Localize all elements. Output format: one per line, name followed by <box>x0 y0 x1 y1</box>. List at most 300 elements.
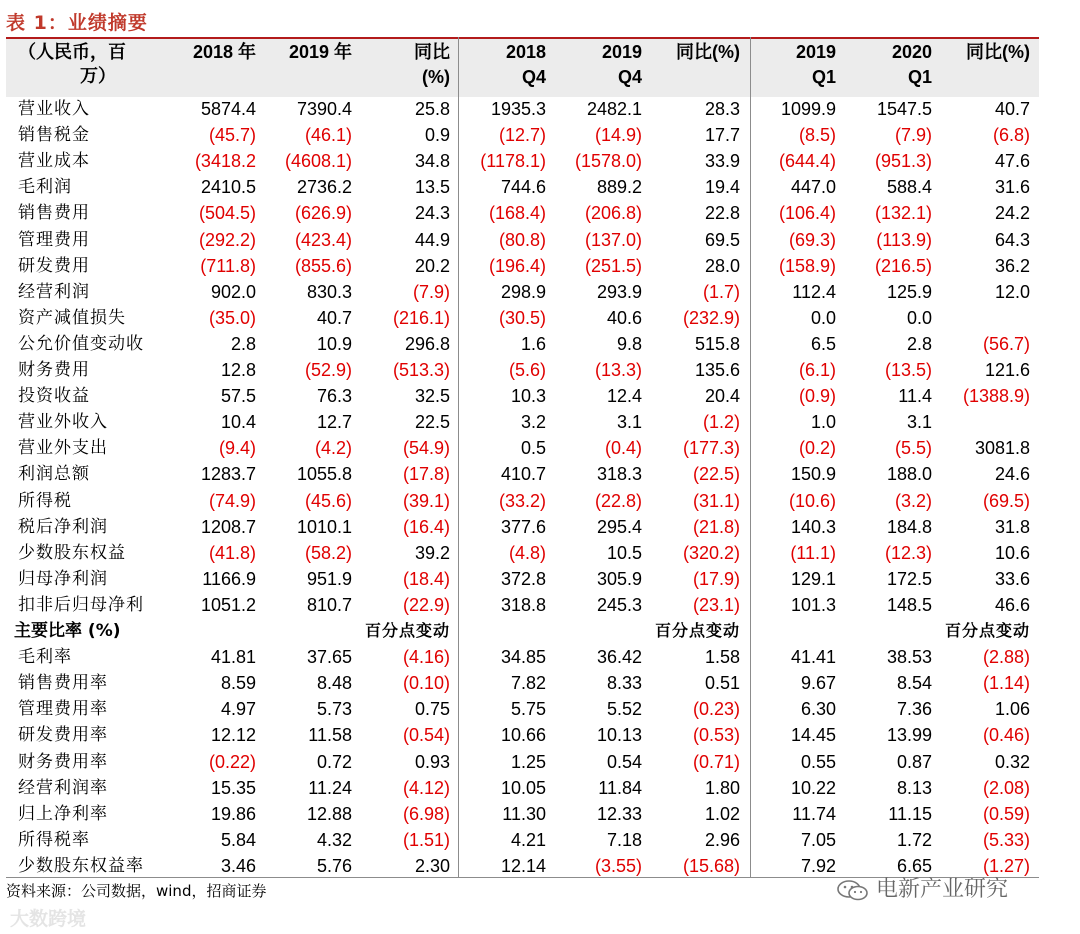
table-cell: (69.3) <box>788 229 836 250</box>
table-cell: (10.6) <box>788 490 836 511</box>
table-cell: 150.9 <box>790 464 836 485</box>
table-cell: 184.8 <box>886 516 932 537</box>
row-label: 扣非后归母净利 <box>18 594 144 615</box>
table-cell: 2.30 <box>414 855 450 876</box>
table-cell: 22.5 <box>414 412 450 433</box>
table-cell: (6.98) <box>402 803 450 824</box>
table-cell: 36.2 <box>994 255 1030 276</box>
table-cell: 12.14 <box>500 855 546 876</box>
table-cell: 298.9 <box>500 281 546 302</box>
table-cell: 11.4 <box>898 386 932 407</box>
table-row <box>0 148 1080 174</box>
table-cell: (0.10) <box>402 673 450 694</box>
table-row <box>0 253 1080 279</box>
table-cell: (45.6) <box>304 490 352 511</box>
row-label: 财务费用 <box>18 360 90 380</box>
row-label: 销售费用率 <box>18 673 108 694</box>
table-row <box>0 409 1080 435</box>
table-cell: 3.1 <box>906 412 932 433</box>
table-row <box>0 122 1080 148</box>
table-cell: (5.5) <box>894 438 932 459</box>
table-cell: (196.4) <box>488 255 546 276</box>
table-cell: (113.9) <box>876 229 932 250</box>
table-cell: 25.8 <box>414 99 450 119</box>
table-cell: 33.6 <box>994 568 1030 589</box>
table-cell: 447.0 <box>790 177 836 198</box>
row-label: 归上净利率 <box>18 803 108 824</box>
table-cell: 9.8 <box>616 333 642 354</box>
table-cell: 28.3 <box>704 99 740 119</box>
table-cell: 1547.5 <box>876 99 932 119</box>
table-cell: 1.72 <box>896 829 932 850</box>
table-cell: (16.4) <box>402 516 450 537</box>
table-cell: 1099.9 <box>780 99 836 119</box>
table-cell: 19.4 <box>704 177 740 198</box>
table-cell: 41.41 <box>790 647 836 668</box>
table-cell: (54.9) <box>402 438 450 459</box>
table-cell: (626.9) <box>294 203 352 224</box>
table-cell: 5.52 <box>606 699 642 720</box>
table-cell: (0.4) <box>604 438 642 459</box>
table-cell: (35.0) <box>208 307 256 328</box>
table-cell: 40.7 <box>994 99 1030 119</box>
table-cell: 46.6 <box>994 594 1030 615</box>
row-label: 研发费用率 <box>18 725 108 746</box>
row-label: 主要比率 (%) <box>14 621 121 641</box>
table-cell: 1.06 <box>994 699 1030 720</box>
table-row <box>0 722 1080 748</box>
row-label: 经营利润 <box>18 281 90 302</box>
table-cell: 10.13 <box>596 725 642 746</box>
table-cell: 6.5 <box>810 333 836 354</box>
table-cell: (4.8) <box>508 542 546 563</box>
row-label: 研发费用 <box>18 255 90 276</box>
table-cell: 1.0 <box>810 412 836 433</box>
row-label: 所得税率 <box>18 829 90 850</box>
table-cell: 1055.8 <box>296 464 352 485</box>
table-cell: 101.3 <box>790 594 836 615</box>
table-cell: (855.6) <box>294 255 352 276</box>
row-label: 营业外支出 <box>18 438 108 459</box>
table-cell: 40.6 <box>606 307 642 328</box>
table-row <box>0 775 1080 801</box>
table-cell: (1388.9) <box>962 386 1030 407</box>
table-cell: 4.32 <box>316 829 352 850</box>
table-cell: (177.3) <box>682 438 740 459</box>
table-cell: 172.5 <box>886 568 932 589</box>
table-cell: 372.8 <box>500 568 546 589</box>
table-cell: 0.72 <box>316 751 352 772</box>
section-header-row <box>0 618 1080 644</box>
table-cell: (3.2) <box>894 490 932 511</box>
table-cell: (0.71) <box>692 751 740 772</box>
row-label: 经营利润率 <box>18 777 108 798</box>
table-cell: (22.5) <box>692 464 740 485</box>
row-label: 公允价值变动收 <box>18 333 144 354</box>
table-cell: 810.7 <box>306 594 352 615</box>
header-col-2018: 2018 年 <box>192 42 256 62</box>
table-cell: 830.3 <box>306 281 352 302</box>
table-cell: 31.6 <box>994 177 1030 198</box>
row-label: 毛利率 <box>18 647 72 668</box>
table-cell: (6.8) <box>992 125 1030 146</box>
table-cell: (4.12) <box>402 777 450 798</box>
table-cell: 24.2 <box>994 203 1030 224</box>
table-cell: 1208.7 <box>200 516 256 537</box>
table-cell: (711.8) <box>200 255 256 276</box>
table-cell: (39.1) <box>402 490 450 511</box>
table-cell: 951.9 <box>306 568 352 589</box>
table-cell: 10.05 <box>500 777 546 798</box>
table-cell: (74.9) <box>208 490 256 511</box>
table-cell: 2482.1 <box>586 99 642 119</box>
table-cell: (0.2) <box>798 438 836 459</box>
table-cell: 47.6 <box>994 151 1030 172</box>
table-cell: (69.5) <box>982 490 1030 511</box>
table-cell: 11.84 <box>598 777 642 798</box>
table-cell: 12.4 <box>606 386 642 407</box>
table-row <box>0 827 1080 853</box>
table-cell: 1.6 <box>520 333 546 354</box>
table-cell: (232.9) <box>682 307 740 328</box>
table-cell: (1.2) <box>702 412 740 433</box>
table-cell: 125.9 <box>886 281 932 302</box>
table-cell: 10.66 <box>500 725 546 746</box>
table-cell: 11.24 <box>308 777 352 798</box>
table-cell: (2.88) <box>982 647 1030 668</box>
table-cell: (80.8) <box>498 229 546 250</box>
table-cell: (17.9) <box>692 568 740 589</box>
table-cell: (6.1) <box>798 360 836 380</box>
table-cell: 12.7 <box>316 412 352 433</box>
table-cell: 10.22 <box>790 777 836 798</box>
table-cell: 744.6 <box>500 177 546 198</box>
table-row <box>0 670 1080 696</box>
table-row <box>0 566 1080 592</box>
table-cell: (12.7) <box>498 125 546 146</box>
table-cell: 13.5 <box>414 177 450 198</box>
table-cell: 7.18 <box>606 829 642 850</box>
table-cell: (5.6) <box>508 360 546 380</box>
row-label: 归母净利润 <box>18 568 108 589</box>
table-cell: 318.8 <box>500 594 546 615</box>
row-label: 管理费用率 <box>18 699 108 720</box>
table-cell: 1283.7 <box>200 464 256 485</box>
table-cell: 1.25 <box>510 751 546 772</box>
table-cell: 32.5 <box>414 386 450 407</box>
table-cell: 410.7 <box>500 464 546 485</box>
table-cell: 1935.3 <box>490 99 546 119</box>
table-cell: 31.8 <box>994 516 1030 537</box>
table-cell: 13.99 <box>886 725 932 746</box>
table-cell: 2.8 <box>230 333 256 354</box>
table-cell: (9.4) <box>218 438 256 459</box>
table-cell: 36.42 <box>596 647 642 668</box>
table-cell: (45.7) <box>208 125 256 146</box>
table-cell: 40.7 <box>316 307 352 328</box>
table-cell: (1.27) <box>982 855 1030 876</box>
table-cell: (30.5) <box>498 307 546 328</box>
table-cell: 15.35 <box>210 777 256 798</box>
watermark-right <box>836 872 1008 903</box>
table-cell: 10.3 <box>510 386 546 407</box>
table-cell: 4.97 <box>220 699 256 720</box>
table-row <box>0 305 1080 331</box>
header-col-2019: 2019 年 <box>288 42 352 62</box>
table-cell: (31.1) <box>692 490 740 511</box>
table-cell: 41.81 <box>210 647 256 668</box>
table-row <box>0 644 1080 670</box>
table-cell: (0.22) <box>208 751 256 772</box>
header-q4-2018-line1: 2018 <box>505 42 546 62</box>
row-label: 所得税 <box>18 490 72 511</box>
table-cell: 34.8 <box>414 151 450 172</box>
table-cell: 8.59 <box>220 673 256 694</box>
table-cell: 11.74 <box>792 803 836 824</box>
table-cell: 3.1 <box>616 412 642 433</box>
table-cell: 14.45 <box>790 725 836 746</box>
header-q4-yoy: 同比(%) <box>676 42 740 62</box>
table-row <box>0 461 1080 487</box>
table-row <box>0 435 1080 461</box>
table-cell: (7.9) <box>894 125 932 146</box>
table-cell: (41.8) <box>208 542 256 563</box>
header-q1-2020-line1: 2020 <box>891 42 932 62</box>
table-cell: 588.4 <box>886 177 932 198</box>
table-cell: 5.84 <box>220 829 256 850</box>
table-cell: 5.76 <box>316 855 352 876</box>
table-cell: (137.0) <box>584 229 642 250</box>
table-cell: 11.58 <box>308 725 352 746</box>
table-cell: 6.65 <box>896 855 932 876</box>
table-cell: (4.16) <box>402 647 450 668</box>
table-cell: 1.58 <box>704 647 740 668</box>
table-cell: 7.36 <box>896 699 932 720</box>
table-cell: (216.5) <box>874 255 932 276</box>
table-cell: 1010.1 <box>296 516 352 537</box>
table-cell: 37.65 <box>306 647 352 668</box>
table-cell: 39.2 <box>414 542 450 563</box>
table-cell: (0.59) <box>982 803 1030 824</box>
table-cell: (504.5) <box>198 203 256 224</box>
table-cell: (11.1) <box>790 542 836 563</box>
table-row <box>0 801 1080 827</box>
table-cell: 902.0 <box>210 281 256 302</box>
header-q1-2020-line2: Q1 <box>907 67 932 87</box>
table-cell: 64.3 <box>994 229 1030 250</box>
table-cell: 1166.9 <box>202 568 256 589</box>
table-cell: (206.8) <box>584 203 642 224</box>
table-cell: (0.53) <box>692 725 740 746</box>
table-cell: (22.8) <box>594 490 642 511</box>
table-cell: 188.0 <box>886 464 932 485</box>
table-cell: (13.5) <box>884 360 932 380</box>
table-cell: (4608.1) <box>284 151 352 172</box>
row-label: 营业外收入 <box>18 412 108 433</box>
table-cell: 0.32 <box>994 751 1030 772</box>
table-cell: (216.1) <box>392 307 450 328</box>
table-cell: 1051.2 <box>200 594 256 615</box>
table-cell: 0.0 <box>906 307 932 328</box>
table-cell: 1.80 <box>704 777 740 798</box>
table-cell: (1.14) <box>982 673 1030 694</box>
table-cell: (292.2) <box>198 229 256 250</box>
table-cell: 296.8 <box>404 333 450 354</box>
table-cell: 0.87 <box>896 751 932 772</box>
table-cell: 295.4 <box>596 516 642 537</box>
table-cell: 8.33 <box>606 673 642 694</box>
table-cell: 20.4 <box>704 386 740 407</box>
row-label: 资产减值损失 <box>18 307 126 328</box>
table-cell: 17.7 <box>704 125 740 146</box>
table-cell: 7.05 <box>800 829 836 850</box>
wechat-icon <box>836 878 870 902</box>
table-cell: 12.8 <box>220 360 256 380</box>
header-q1-2019-line1: 2019 <box>795 42 836 62</box>
table-cell: (1578.0) <box>574 151 642 172</box>
table-cell: 0.5 <box>520 438 546 459</box>
table-cell: (1.51) <box>402 829 450 850</box>
table-cell: 148.5 <box>886 594 932 615</box>
header-q4-2019-line2: Q4 <box>617 67 642 87</box>
table-cell: 11.30 <box>502 803 546 824</box>
table-cell: (423.4) <box>294 229 352 250</box>
table-cell: 11.15 <box>888 803 932 824</box>
table-cell: 24.3 <box>414 203 450 224</box>
table-cell: 百分点变动 <box>654 621 740 640</box>
table-row <box>0 383 1080 409</box>
table-cell: (14.9) <box>594 125 642 146</box>
table-cell: (23.1) <box>692 594 740 615</box>
table-row <box>0 696 1080 722</box>
table-cell: 12.88 <box>306 803 352 824</box>
table-cell: 10.9 <box>316 333 352 354</box>
table-cell: (33.2) <box>498 490 546 511</box>
table-cell: 12.33 <box>596 803 642 824</box>
table-cell: 20.2 <box>414 255 450 276</box>
table-cell: 293.9 <box>596 281 642 302</box>
header-q1-yoy: 同比(%) <box>966 42 1030 62</box>
table-cell: (0.23) <box>692 699 740 720</box>
table-cell: 7390.4 <box>296 99 352 119</box>
table-cell: 3081.8 <box>974 438 1030 459</box>
table-cell: 44.9 <box>414 229 450 250</box>
table-cell: 129.1 <box>790 568 836 589</box>
row-label: 少数股东权益率 <box>18 855 144 876</box>
table-cell: 3.46 <box>220 855 256 876</box>
header-q1-2019-line2: Q1 <box>811 67 836 87</box>
table-cell: (13.3) <box>594 360 642 380</box>
table-cell: (12.3) <box>884 542 932 563</box>
table-title: 表 1：业绩摘要 <box>6 12 148 34</box>
table-row <box>0 357 1080 383</box>
watermark-left: 大数跨境 <box>10 908 87 930</box>
table-cell: 140.3 <box>790 516 836 537</box>
table-cell: 8.54 <box>896 673 932 694</box>
table-cell: (132.1) <box>874 203 932 224</box>
table-cell: (46.1) <box>304 125 352 146</box>
table-cell: (15.68) <box>682 855 740 876</box>
table-cell: (52.9) <box>304 360 352 380</box>
table-cell: 3.2 <box>520 412 546 433</box>
table-cell: 9.67 <box>800 673 836 694</box>
table-cell: 57.5 <box>220 386 256 407</box>
table-cell: 2736.2 <box>296 177 352 198</box>
table-row <box>0 200 1080 226</box>
table-cell: 12.12 <box>210 725 256 746</box>
table-row <box>0 96 1080 122</box>
table-cell: 22.8 <box>704 203 740 224</box>
table-cell: (56.7) <box>982 333 1030 354</box>
table-cell: (1178.1) <box>480 151 546 172</box>
table-cell: 百分点变动 <box>944 621 1030 640</box>
table-cell: (3.55) <box>594 855 642 876</box>
table-cell: 377.6 <box>500 516 546 537</box>
table-cell: 8.13 <box>896 777 932 798</box>
table-cell: 12.0 <box>994 281 1030 302</box>
table-cell: 0.9 <box>424 125 450 146</box>
table-row <box>0 227 1080 253</box>
table-cell: 4.21 <box>510 829 546 850</box>
table-cell: 0.54 <box>606 751 642 772</box>
header-unit-line2: 万） <box>80 66 116 86</box>
table-cell: 0.0 <box>810 307 836 328</box>
row-label: 毛利润 <box>18 177 72 198</box>
header-yoy-line2: (%) <box>422 67 450 87</box>
table-cell: 5874.4 <box>200 99 256 119</box>
row-label: 财务费用率 <box>18 751 108 772</box>
row-label: 营业成本 <box>18 151 90 172</box>
table-cell: (951.3) <box>874 151 932 172</box>
table-cell: (513.3) <box>392 360 450 380</box>
watermark-right-text: 电新产业研究 <box>876 877 1009 902</box>
table-cell: (0.54) <box>402 725 450 746</box>
table-cell: 10.6 <box>994 542 1030 563</box>
table-cell: 245.3 <box>596 594 642 615</box>
table-cell: 2.96 <box>704 829 740 850</box>
table-cell: 8.48 <box>316 673 352 694</box>
table-cell: (3418.2 <box>194 151 256 172</box>
header-q4-2018-line2: Q4 <box>521 67 546 87</box>
table-cell: (251.5) <box>584 255 642 276</box>
table-cell: (0.9) <box>798 386 836 407</box>
table-cell: (4.2) <box>314 438 352 459</box>
row-label: 利润总额 <box>18 464 90 485</box>
table-cell: 135.6 <box>694 360 740 380</box>
table-cell: 0.55 <box>800 751 836 772</box>
table-cell: 19.86 <box>210 803 256 824</box>
table-cell: 889.2 <box>596 177 642 198</box>
table-cell: (17.8) <box>402 464 450 485</box>
table-cell: 2410.5 <box>200 177 256 198</box>
table-cell: 10.4 <box>220 412 256 433</box>
row-label: 销售税金 <box>18 125 90 146</box>
table-cell: 305.9 <box>596 568 642 589</box>
table-row <box>0 279 1080 305</box>
row-label: 销售费用 <box>18 203 90 224</box>
table-cell: (0.46) <box>982 725 1030 746</box>
row-label: 投资收益 <box>18 386 90 407</box>
table-cell: (168.4) <box>488 203 546 224</box>
table-cell: 515.8 <box>694 333 740 354</box>
table-cell: 6.30 <box>800 699 836 720</box>
table-cell: (21.8) <box>692 516 740 537</box>
table-cell: 112.4 <box>792 281 836 302</box>
table-cell: 24.6 <box>994 464 1030 485</box>
table-cell: (5.33) <box>982 829 1030 850</box>
table-row <box>0 488 1080 514</box>
header-unit-line1: （人民币，百 <box>18 42 126 62</box>
